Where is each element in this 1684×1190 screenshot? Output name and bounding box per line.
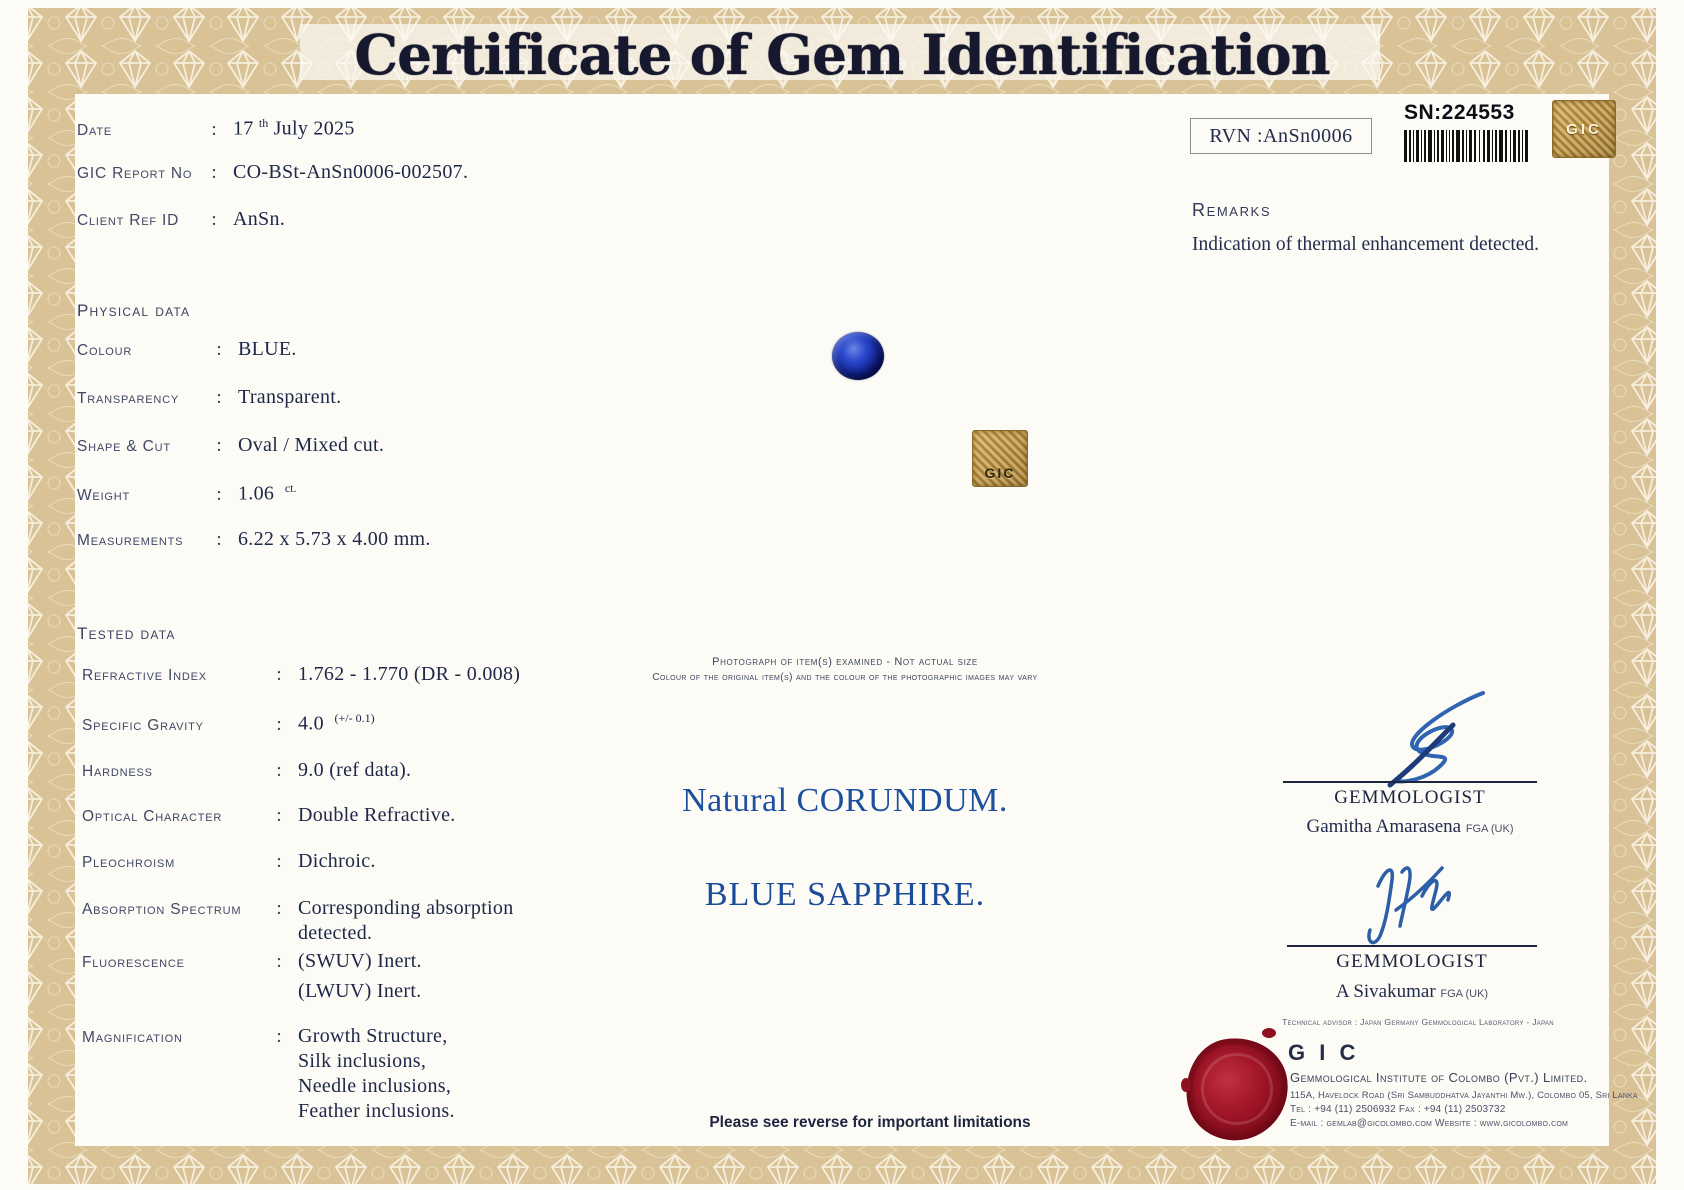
colon: : [276,1026,282,1047]
client-ref-value: AnSn. [233,208,286,230]
colour-label: Colour [77,342,133,359]
tested-data-heading: Tested data [77,624,176,643]
technical-advisor-note: Technical advisor : Japan Germany Gemmological Laboratory - Japan [1282,1017,1554,1027]
field-row-transparency [77,386,341,409]
org-name: Gemmological Institute of Colombo (Pvt.) Limited. [1290,1070,1588,1085]
barcode [1404,130,1528,162]
gemmologist-2-name-text: A Sivakumar [1335,981,1436,1002]
magnification-value [298,1024,455,1124]
photo-caption-line-1: Photograph of item(s) examined - Not actual size [712,656,978,668]
species-result: Natural CORUNDUM. [682,782,1008,819]
weight-value [238,481,296,506]
org-email-website: E-mail : gemlab@gicolombo.com Website : www.gicolombo.com [1290,1118,1569,1129]
field-row-report-no [77,161,468,184]
remarks-text: Indication of thermal enhancement detected. [1192,234,1540,255]
report-no-value: CO-BSt-AnSn0006-002507. [233,161,469,183]
org-address: 115A, Havelock Road (Sri Sambuddhatva Jayanthi Mw.), Colombo 05, Sri Lanka [1290,1090,1638,1101]
field-row-hardness [82,759,411,782]
gic-logo-text: GIC [1566,120,1602,138]
colon: : [216,387,222,408]
field-row-pleochroism [82,850,376,873]
absorption-spectrum-label: Absorption Spectrum [82,901,242,918]
shape-cut-label: Shape & Cut [77,438,171,455]
wax-seal-drip-icon [1262,1028,1276,1038]
optical-character-value: Double Refractive. [298,804,456,826]
certificate-title: Certificate of Gem Identification [354,22,1330,87]
signature-1-icon [1335,685,1495,790]
fluorescence-lwuv: (LWUV) Inert. [298,980,422,1002]
physical-data-heading: Physical data [77,301,191,320]
field-row-measurements [77,528,431,551]
field-row-date [77,116,355,141]
colon: : [276,951,282,972]
field-row-fluorescence [82,946,422,1006]
field-row-shape-cut [77,434,384,457]
signature-2-icon [1358,856,1468,948]
fluorescence-label: Fluorescence [82,954,185,971]
photo-captions [590,656,1100,683]
wax-seal-drip-icon [1181,1078,1191,1092]
field-row-colour [77,338,297,361]
pleochroism-value: Dichroic. [298,850,376,872]
magnification-label: Magnification [82,1029,183,1046]
gic-logo-icon [1552,100,1616,158]
field-row-refractive-index [82,663,520,686]
magnification-line-3: Needle inclusions, [298,1075,452,1097]
weight-number: 1.06 [238,482,275,505]
rvn-box: RVN :AnSn0006 [1190,118,1372,154]
org-acronym: G I C [1288,1040,1360,1065]
field-row-absorption-spectrum [82,896,514,946]
measurements-label: Measurements [77,532,184,549]
serial-number [1404,101,1515,125]
colon: : [211,118,217,140]
gemmologist-2-credential: FGA (UK) [1440,988,1489,1000]
colon: : [276,898,282,919]
pleochroism-label: Pleochroism [82,854,176,871]
gic-sticker-icon [972,430,1028,487]
colon: : [276,851,282,872]
colon: : [211,162,217,183]
transparency-label: Transparency [77,390,179,407]
absorption-line-1: Corresponding absorption [298,897,514,919]
gemmologist-2-name [1262,981,1562,1003]
absorption-spectrum-value [298,896,514,946]
gemstone-photo [832,332,884,380]
signature-1-line [1283,781,1537,783]
field-row-magnification [82,1024,455,1124]
specific-gravity-tolerance: (+/- 0.1) [334,711,375,725]
signature-2-line [1287,945,1537,947]
fluorescence-swuv: (SWUV) Inert. [298,950,422,972]
colon: : [216,435,222,456]
weight-unit: ct. [284,481,297,495]
magnification-line-2: Silk inclusions, [298,1050,427,1072]
colon: : [216,339,222,360]
date-label: Date [77,121,112,139]
colon: : [276,805,282,826]
weight-label: Weight [77,486,131,504]
gemmologist-2-title: GEMMOLOGIST [1336,951,1488,972]
colon: : [276,664,282,685]
fluorescence-value [298,946,422,1006]
hardness-value: 9.0 (ref data). [298,759,412,781]
magnification-line-4: Feather inclusions. [298,1100,455,1122]
remarks-heading: Remarks [1192,200,1272,220]
colour-value: BLUE. [238,338,297,360]
colon: : [276,760,282,781]
photo-caption-line-2: Colour of the original item(s) and the colour of the photographic images may vary [652,672,1038,683]
date-rest: July 2025 [273,117,355,140]
variety-result: BLUE SAPPHIRE. [704,876,986,913]
colon: : [216,483,222,505]
refractive-index-label: Refractive Index [82,667,207,684]
serial-number-value: 224553 [1441,101,1515,124]
specific-gravity-number: 4.0 [298,712,324,735]
date-day: 17 [233,117,254,140]
org-phone-fax: Tel : +94 (11) 2506932 Fax : +94 (11) 2503732 [1290,1104,1506,1115]
field-row-weight [77,481,296,506]
client-ref-label: Client Ref ID [77,212,180,229]
date-value [233,116,355,141]
gemmologist-1-name [1260,816,1560,838]
gemmologist-1-name-text: Gamitha Amarasena [1306,816,1462,837]
transparency-value: Transparent. [238,386,342,408]
shape-cut-value: Oval / Mixed cut. [238,434,385,456]
absorption-line-2: detected. [298,922,373,944]
refractive-index-value: 1.762 - 1.770 (DR - 0.008) [298,663,521,685]
optical-character-label: Optical Character [82,808,223,825]
colon: : [276,713,282,735]
field-row-client-ref [77,208,285,231]
colon: : [211,209,217,230]
gemmologist-1-title: GEMMOLOGIST [1334,787,1486,808]
hardness-label: Hardness [82,763,153,780]
gic-sticker-text: GIC [984,465,1016,481]
specific-gravity-value [298,711,375,736]
specific-gravity-label: Specific Gravity [82,716,204,734]
field-row-optical-character [82,804,456,827]
field-row-specific-gravity [82,711,375,736]
date-ordinal: th [258,116,269,130]
serial-number-label: SN: [1404,101,1442,124]
magnification-line-1: Growth Structure, [298,1025,448,1047]
measurements-value: 6.22 x 5.73 x 4.00 mm. [238,528,431,550]
gemmologist-1-credential: FGA (UK) [1465,823,1514,835]
colon: : [216,529,222,550]
reverse-note: Please see reverse for important limitations [709,1114,1031,1131]
report-no-label: GIC Report No [77,165,193,182]
wax-seal-icon [1179,1031,1294,1146]
